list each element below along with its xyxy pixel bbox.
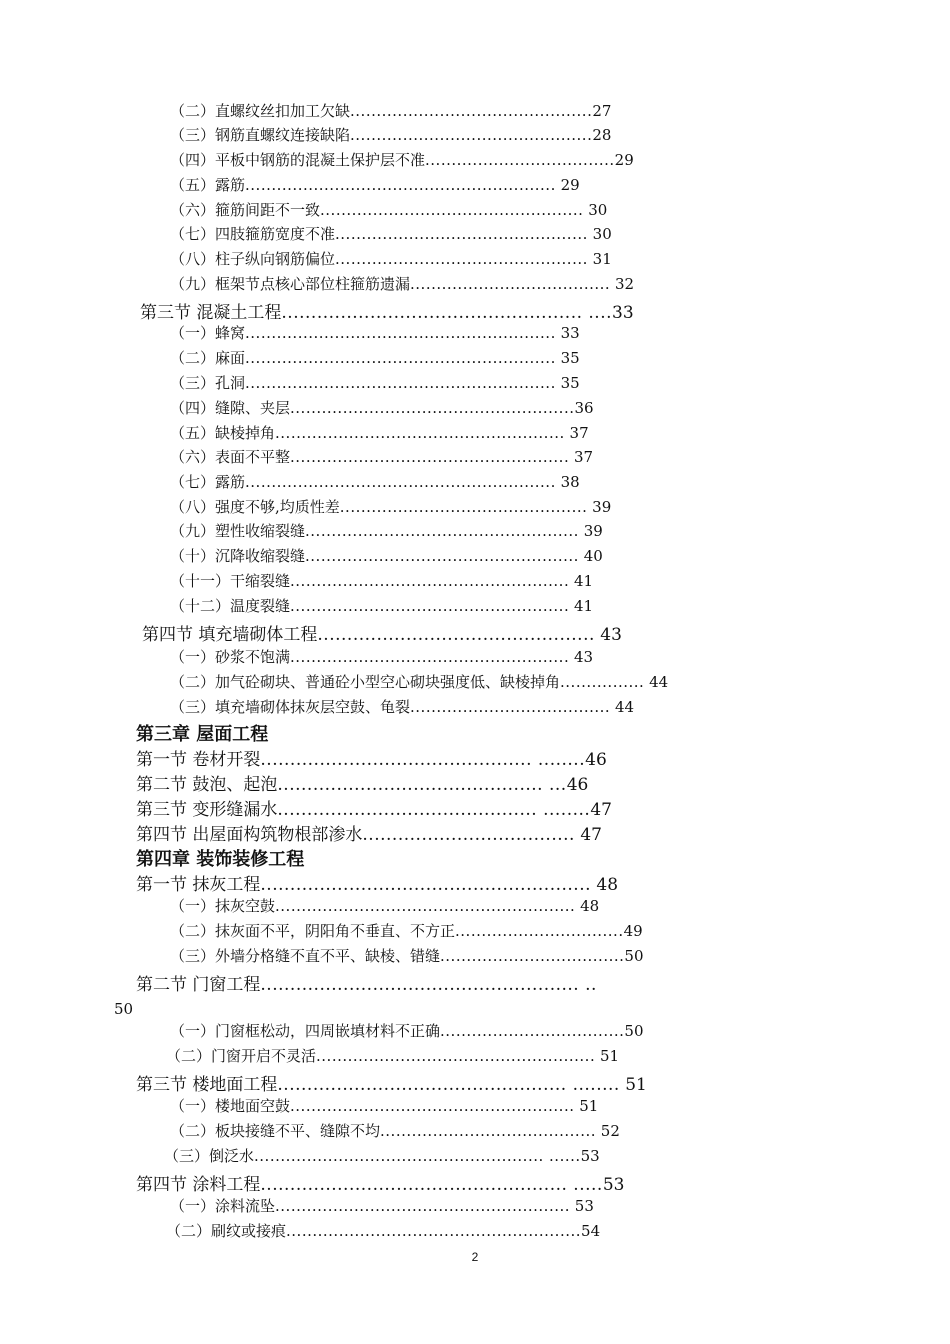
toc-label: （九）塑性收缩裂缝 [170, 522, 306, 540]
toc-item[interactable] [164, 1145, 840, 1169]
toc-leader-dots: ..................................................... [290, 597, 570, 615]
toc-item[interactable] [170, 174, 840, 198]
toc-page-number: 43 [569, 648, 594, 666]
toc-item[interactable] [170, 595, 840, 619]
toc-label: （一）砂浆不饱满 [170, 648, 291, 666]
toc-page-number: 54 [581, 1222, 601, 1240]
toc-label: （一）门窗框松动，四周嵌填材料不正确 [170, 1022, 441, 1040]
toc-leader-dots: .................................... [362, 825, 575, 844]
toc-label: （五）缺棱掉角 [170, 424, 276, 442]
toc-leader-dots: .............................................. [350, 102, 593, 120]
toc-label: （二）直螺纹丝扣加工欠缺 [170, 102, 351, 120]
toc-item[interactable] [170, 446, 840, 470]
toc-label: （三）孔洞 [170, 374, 246, 392]
toc-leader-dots: ................ [560, 673, 645, 691]
toc-leader-dots: ...................................... [410, 698, 611, 716]
toc-page-number: 37 [569, 448, 594, 466]
toc-section[interactable] [136, 1170, 840, 1194]
toc-leader-dots: ....................................................... ...... [254, 1147, 581, 1165]
toc-page-number: 35 [555, 349, 580, 367]
toc-page-number: 30 [587, 225, 612, 243]
toc-page-number: 39 [578, 522, 603, 540]
toc-page-number: 53 [580, 1147, 600, 1165]
toc-page-number: 46 [585, 750, 607, 769]
toc-leader-dots: ..................................................... [316, 1047, 596, 1065]
toc-label: （十一）干缩裂缝 [170, 572, 291, 590]
toc-item[interactable] [170, 520, 840, 544]
toc-item[interactable] [170, 895, 840, 919]
toc-page-number: 37 [564, 424, 589, 442]
toc-item[interactable] [170, 671, 840, 695]
toc-section[interactable] [142, 620, 840, 644]
toc-item[interactable] [170, 273, 840, 297]
toc-label: （七）露筋 [170, 473, 246, 491]
toc-leader-dots: ........................................................... [245, 324, 556, 342]
toc-leader-dots: ................................................ [335, 250, 588, 268]
toc-section[interactable] [136, 745, 840, 769]
toc-page-number: 41 [569, 572, 594, 590]
toc-label: （五）露筋 [170, 176, 246, 194]
toc-page-number: 38 [555, 473, 580, 491]
toc-label: 第三节 楼地面工程 [136, 1075, 278, 1094]
toc-page-number: 44 [610, 698, 635, 716]
toc-page-number: 29 [555, 176, 580, 194]
toc-leader-dots: .............................................. ........ [260, 750, 586, 769]
toc-label: 第一节 抹灰工程 [136, 875, 261, 894]
toc-label: 第三节 变形缝漏水 [136, 800, 278, 819]
toc-section[interactable] [136, 795, 840, 819]
toc-section[interactable] [136, 770, 840, 794]
toc-leader-dots: ......................................................... [275, 897, 576, 915]
toc-label: （八）强度不够,均质性差 [170, 498, 340, 516]
toc-item[interactable] [170, 1120, 840, 1144]
toc-page-number: 50 [624, 1022, 644, 1040]
toc-item[interactable] [170, 1195, 840, 1219]
toc-page-number: 48 [575, 897, 600, 915]
toc-page-number: 46 [566, 775, 589, 794]
toc-label: （二）麻面 [170, 349, 246, 367]
toc-label: 第二节 门窗工程 [136, 975, 261, 994]
toc-section[interactable] [140, 298, 840, 322]
toc-leader-dots: ...................................................... [290, 399, 575, 417]
toc-label: （六）表面不平整 [170, 448, 291, 466]
toc-label: （一）楼地面空鼓 [170, 1097, 291, 1115]
toc-leader-dots: ...................................... [410, 275, 611, 293]
toc-page-number: 33 [555, 324, 580, 342]
page-number: 2 [471, 1250, 479, 1264]
toc-page-number: 28 [592, 126, 612, 144]
toc-page-number: 51 [595, 1047, 620, 1065]
toc-leader-dots: ............................................... [317, 625, 595, 644]
toc-label: 第四节 填充墙砌体工程 [142, 625, 318, 644]
toc-item[interactable] [170, 496, 840, 520]
toc-page-number: 32 [610, 275, 635, 293]
toc-page-number: 44 [644, 673, 669, 691]
toc-item[interactable] [170, 372, 840, 396]
toc-page-number: 51 [619, 1075, 647, 1094]
toc-label: （六）箍筋间距不一致 [170, 201, 321, 219]
toc-leader-dots: ................................... [440, 947, 625, 965]
toc-page-number: 47 [590, 800, 612, 819]
toc-label: （七）四肢箍筋宽度不准 [170, 225, 336, 243]
toc-page-number: 30 [583, 201, 608, 219]
toc-item[interactable] [170, 223, 840, 247]
toc-item[interactable] [170, 149, 840, 173]
toc-label: （二）加气砼砌块、普通砼小型空心砌块强度低、缺棱掉角 [170, 673, 561, 691]
toc-leader-dots: ........................................................ [260, 875, 592, 894]
toc-leader-dots: ..................................................... [290, 648, 570, 666]
toc-label: 第四节 涂料工程 [136, 1175, 261, 1194]
toc-leader-dots: ..................................................... [290, 572, 570, 590]
toc-page-number: 31 [587, 250, 612, 268]
toc-page-number: 35 [555, 374, 580, 392]
toc-item[interactable] [170, 646, 840, 670]
toc-leader-dots: .................................................. [320, 201, 584, 219]
toc-page-number: 40 [578, 547, 603, 565]
toc-label: （三）钢筋直螺纹连接缺陷 [170, 126, 351, 144]
toc-label: （十）沉降收缩裂缝 [170, 547, 306, 565]
toc-item[interactable] [170, 1095, 840, 1119]
toc-item[interactable] [170, 322, 840, 346]
toc-label: （一）蜂窝 [170, 324, 246, 342]
toc-label: （三）倒泛水 [164, 1147, 255, 1165]
toc-leader-dots: .................................................... [305, 547, 579, 565]
toc-label: （十二）温度裂缝 [170, 597, 291, 615]
toc-item[interactable] [170, 422, 840, 446]
toc-item[interactable] [170, 945, 840, 969]
toc-leader-dots: ............................................. ... [277, 775, 567, 794]
wrapped-page-number: 50 [114, 1000, 134, 1018]
toc-leader-dots: .................................................... ..... [260, 1175, 603, 1194]
toc-item[interactable] [170, 545, 840, 569]
toc-leader-dots: .................................... [425, 151, 615, 169]
toc-page-number: 47 [574, 825, 602, 844]
toc-label: （二）门窗开启不灵活 [166, 1047, 317, 1065]
toc-item[interactable] [170, 397, 840, 421]
toc-leader-dots: ................................................... .... [281, 303, 613, 322]
toc-label: 第三节 混凝土工程 [140, 303, 282, 322]
toc-leader-dots: ..................................................... [290, 448, 570, 466]
toc-page-number: 51 [574, 1097, 599, 1115]
toc-leader-dots: ....................................................... [275, 424, 565, 442]
toc-label: （一）抹灰空鼓 [170, 897, 276, 915]
toc-leader-dots: ......................................... [380, 1122, 597, 1140]
toc-item[interactable] [170, 347, 840, 371]
toc-page-number: 50 [624, 947, 644, 965]
toc-section[interactable] [136, 870, 840, 894]
toc-section[interactable] [136, 970, 840, 994]
toc-label: 第二节 鼓泡、起泡 [136, 775, 278, 794]
toc-section[interactable] [136, 1070, 840, 1094]
toc-page-number: 36 [574, 399, 594, 417]
toc-page-number: 43 [594, 625, 622, 644]
toc-label: 第四章 装饰装修工程 [136, 849, 305, 869]
toc-page-number: 41 [569, 597, 594, 615]
toc-page-number: 33 [612, 303, 634, 322]
toc-item[interactable] [170, 199, 840, 223]
toc-chapter[interactable] [136, 845, 840, 869]
toc-chapter[interactable] [136, 720, 840, 744]
toc-label: （九）框架节点核心部位柱箍筋遗漏 [170, 275, 411, 293]
toc-label: （三）外墙分格缝不直不平、缺棱、错缝 [170, 947, 441, 965]
toc-section[interactable] [136, 820, 840, 844]
toc-leader-dots: ...................................................... [290, 1097, 575, 1115]
toc-leader-dots: ...................................................... .. [260, 975, 597, 994]
toc-page-number: 53 [570, 1197, 594, 1215]
toc-label: 第四节 出屋面构筑物根部渗水 [136, 825, 363, 844]
toc-label: （四）缝隙、夹层 [170, 399, 291, 417]
toc-leader-dots: ................................................. ........ [277, 1075, 620, 1094]
toc-label: （二）刷纹或接痕 [166, 1222, 287, 1240]
toc-leader-dots: ........................................................... [245, 349, 556, 367]
toc-item[interactable] [170, 570, 840, 594]
toc-page-number: 48 [591, 875, 619, 894]
toc-item[interactable] [170, 100, 840, 124]
toc-leader-dots: ............................................ ........ [277, 800, 591, 819]
toc-leader-dots: .................................................... [305, 522, 579, 540]
toc-label: 第一节 卷材开裂 [136, 750, 261, 769]
toc-item[interactable] [170, 696, 840, 720]
toc-leader-dots: ................................................ [335, 225, 588, 243]
toc-page-number: 49 [623, 922, 643, 940]
toc-leader-dots: .............................................. [350, 126, 593, 144]
toc-label: 第三章 屋面工程 [136, 724, 269, 744]
toc-label: （二）板块接缝不平、缝隙不均 [170, 1122, 381, 1140]
toc-leader-dots: ................................ [455, 922, 624, 940]
toc-page-number: 27 [592, 102, 612, 120]
toc-leader-dots: ........................................................... [245, 473, 556, 491]
toc-item[interactable] [170, 471, 840, 495]
toc-label: （二）抹灰面不平，阴阳角不垂直、不方正 [170, 922, 456, 940]
toc-page-number: 52 [596, 1122, 620, 1140]
toc-label: （一）涂料流坠 [170, 1197, 276, 1215]
toc-page-number: 29 [614, 151, 634, 169]
toc-item[interactable] [170, 920, 840, 944]
toc-label: （四）平板中钢筋的混凝土保护层不准 [170, 151, 426, 169]
toc-leader-dots: ........................................................ [275, 1197, 571, 1215]
toc-item[interactable] [170, 124, 840, 148]
toc-leader-dots: ........................................................ [286, 1222, 582, 1240]
toc-leader-dots: ........................................................... [245, 374, 556, 392]
toc-leader-dots: ............................................... [339, 498, 588, 516]
toc-item[interactable] [170, 1020, 840, 1044]
toc-label: （八）柱子纵向钢筋偏位 [170, 250, 336, 268]
toc-leader-dots: ........................................................... [245, 176, 556, 194]
toc-page-number: 53 [602, 1175, 625, 1194]
toc-item[interactable] [166, 1220, 840, 1244]
toc-item[interactable] [166, 1045, 840, 1069]
toc-item[interactable] [170, 248, 840, 272]
toc-label: （三）填充墙砌体抹灰层空鼓、龟裂 [170, 698, 411, 716]
toc-page-number: 39 [587, 498, 612, 516]
toc-leader-dots: ................................... [440, 1022, 625, 1040]
